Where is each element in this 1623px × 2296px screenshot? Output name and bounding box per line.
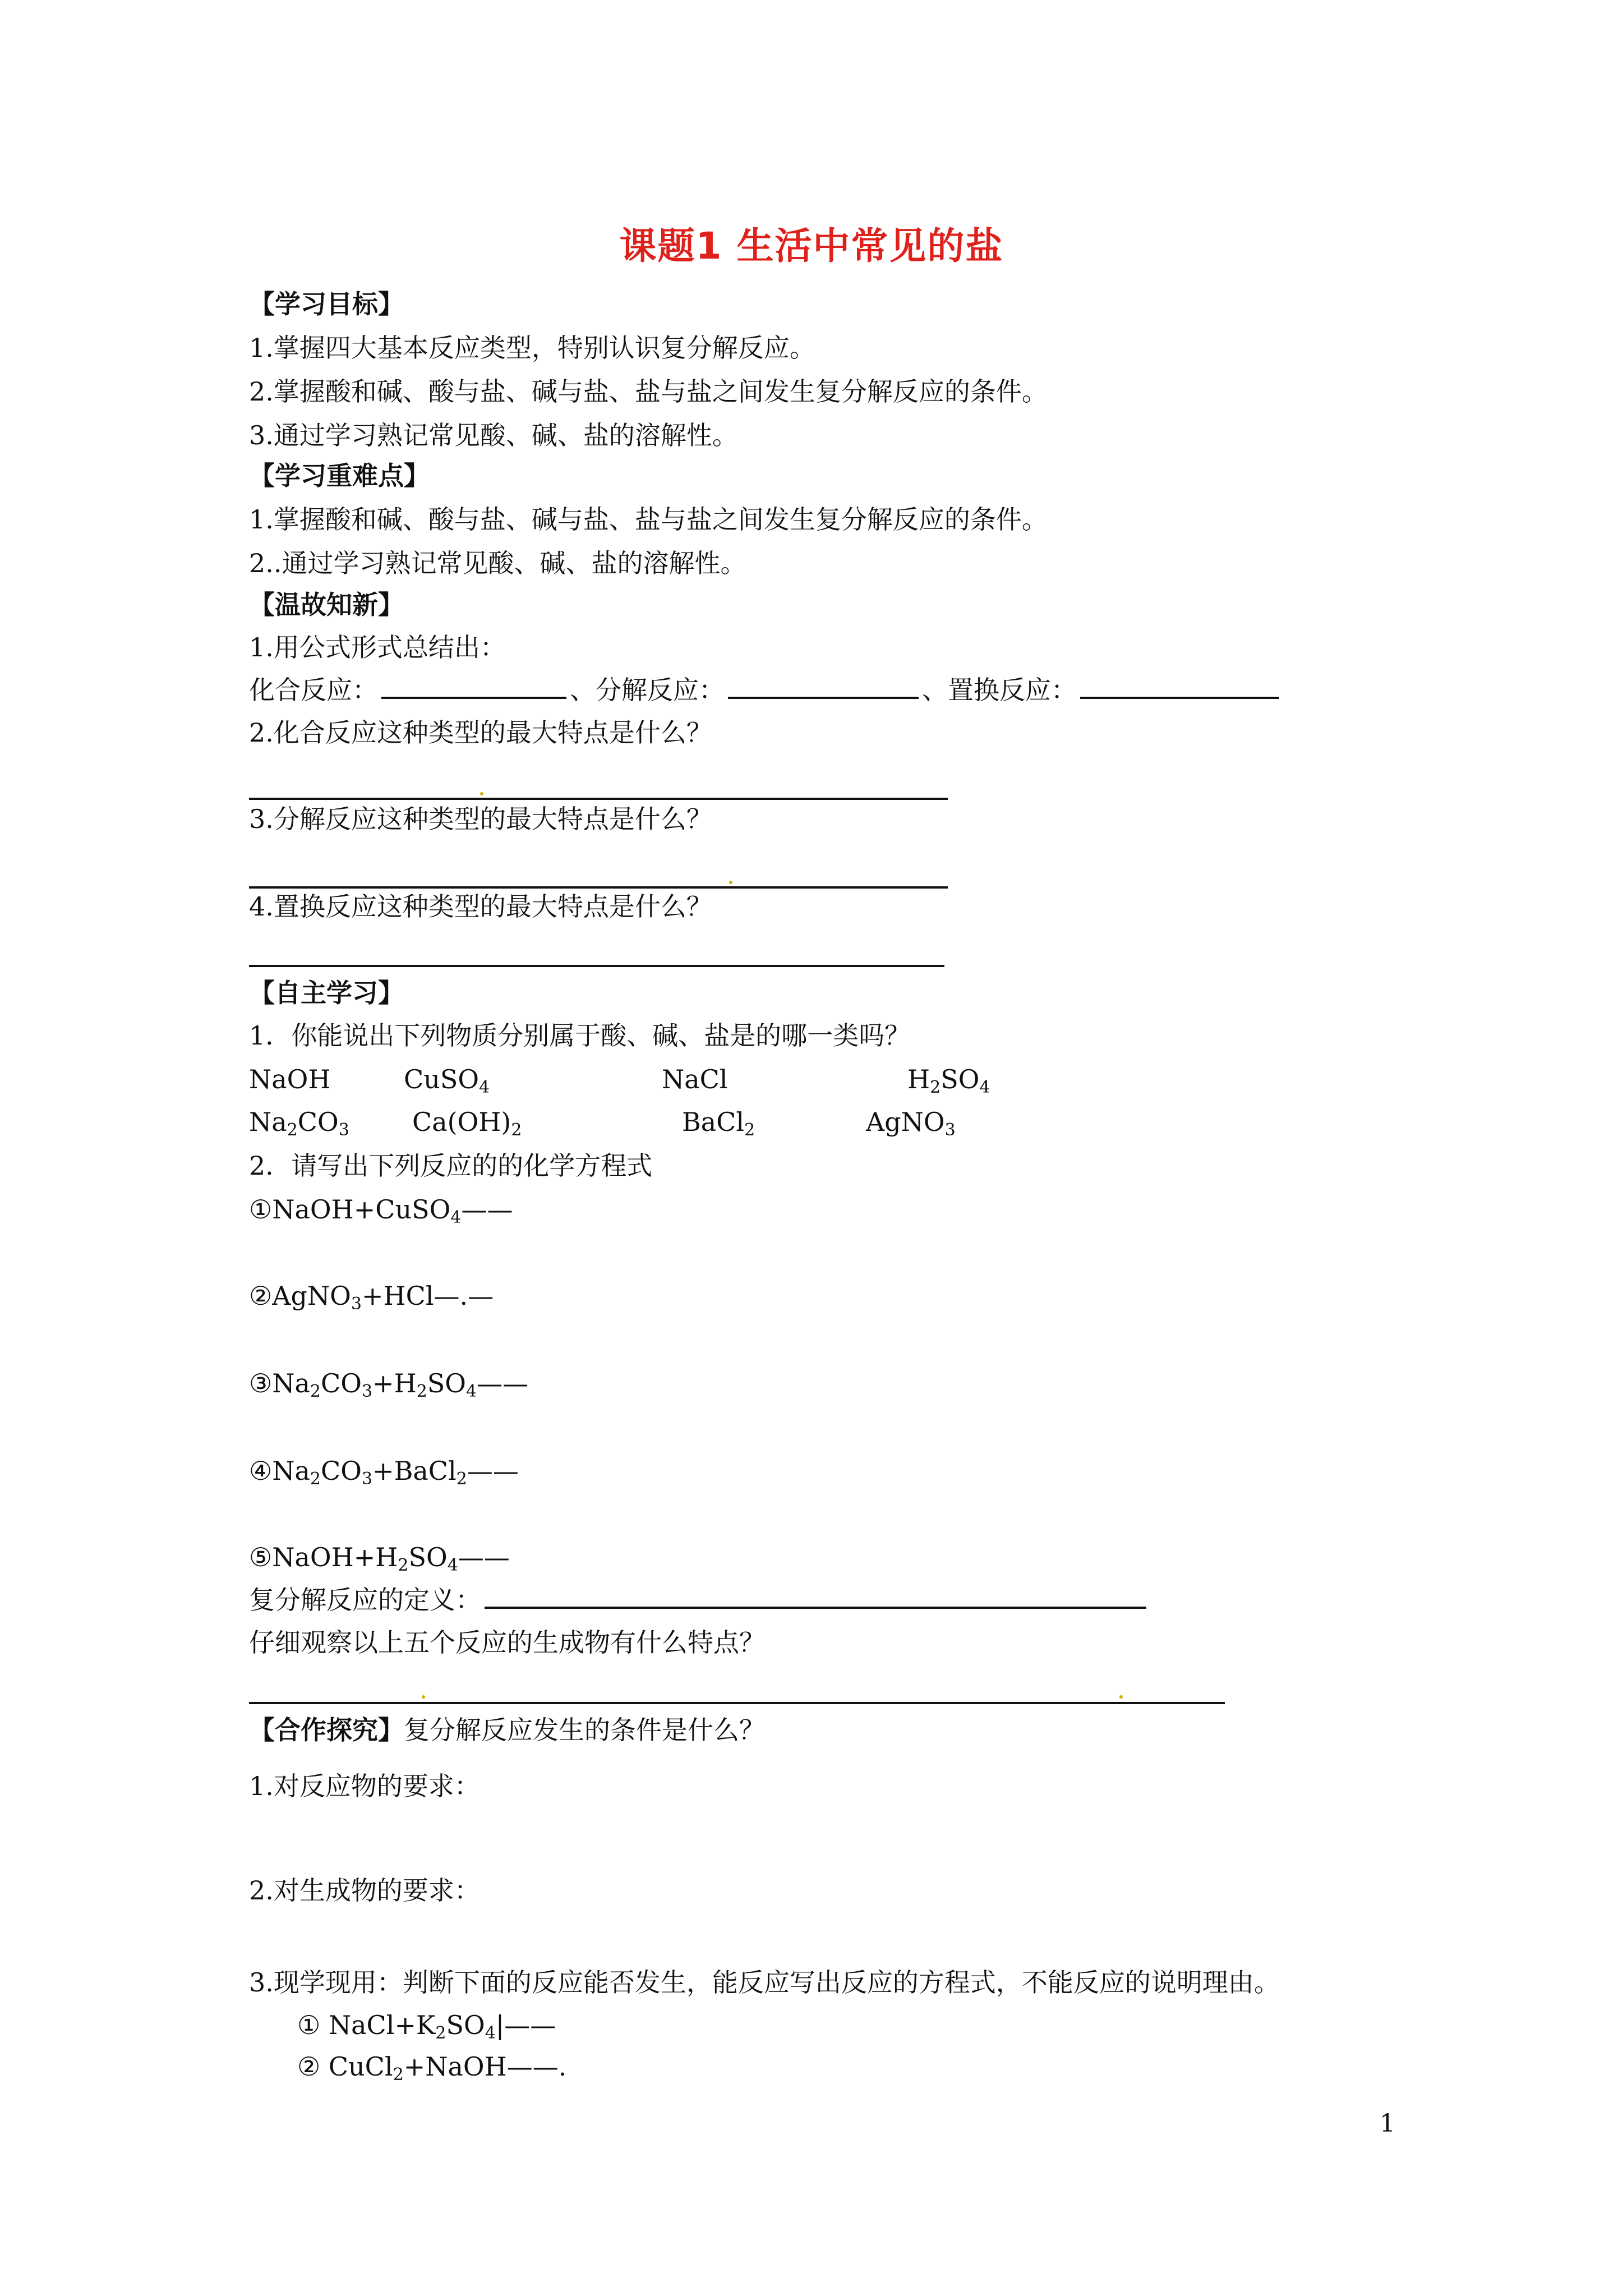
substance-agno3: AgNO$_3$ [866,1107,956,1140]
answer-blank[interactable] [1080,694,1279,699]
answer-line[interactable] [249,1702,1225,1704]
displacement-label: 、置换反应： [922,675,1077,705]
key-point-item: 2..通过学习熟记常见酸、碱、盐的溶解性。 [249,548,746,578]
cooperative-heading-row [249,1713,765,1747]
key-point-item: 1.掌握酸和碱、酸与盐、碱与盐、盐与盐之间发生复分解反应的条件。 [249,504,1048,535]
scan-dot [729,881,732,884]
combination-label: 化合反应： [249,675,378,705]
review-question: 4.置换反应这种类型的最大特点是什么？ [249,891,712,922]
substance-caoh2: $Ca(OH)_2$ [412,1107,522,1140]
equation-5: $⑤NaOH+H_2SO_4——$ [249,1542,510,1575]
substance-bacl2: BaCl$_2$ [682,1107,755,1140]
answer-blank[interactable] [485,1604,1146,1609]
section-heading-self-study: 【自主学习】 [249,978,404,1008]
section-heading-key-points: 【学习重难点】 [249,461,430,491]
decomposition-label: 、分解反应： [570,675,725,705]
review-question: 2.化合反应这种类型的最大特点是什么？ [249,717,712,748]
substance-cuso4: CuSO$_4$ [404,1064,490,1097]
page-number: 1 [1380,2109,1395,2138]
answer-line[interactable] [249,798,948,800]
objective-item: 2.掌握酸和碱、酸与盐、碱与盐、盐与盐之间发生复分解反应的条件。 [249,376,1048,407]
answer-line[interactable] [249,886,948,889]
answer-blank[interactable] [728,694,919,699]
equation-1: ①NaOH+CuSO$_4$—— [249,1194,513,1227]
cooperative-question: 3.现学现用：判断下面的反应能否发生，能反应写出反应的方程式，不能反应的说明理由。 [249,1967,1280,1998]
definition-label: 复分解反应的定义： [249,1585,481,1615]
section-heading-objectives: 【学习目标】 [249,289,404,319]
exercise-2: ② CuCl$_2$+NaOH——. [297,2051,567,2085]
scan-dot [480,792,483,795]
cooperative-question: 复分解反应发生的条件是什么？ [404,1715,765,1745]
equation-4: $④Na_2CO_3+BaCl_2——$ [249,1456,519,1489]
review-question: 1.用公式形式总结出： [249,632,506,662]
scan-dot [422,1695,425,1699]
equation-3: $③Na_2CO_3+H_2SO_4——$ [249,1368,529,1401]
cooperative-question: 1.对反应物的要求： [249,1771,480,1801]
substance-na2co3: $Na_2CO_3$ [249,1107,349,1140]
reaction-type-fill-row [249,673,1283,707]
substance-h2so4: $H_2SO_4$ [907,1064,990,1097]
objective-item: 3.通过学习熟记常见酸、碱、盐的溶解性。 [249,420,738,450]
answer-line[interactable] [249,965,944,967]
equation-2: ②AgNO$_3$+HCl—.— [249,1281,494,1314]
section-heading-cooperative: 【合作探究】 [249,1715,404,1745]
self-study-question: 1．你能说出下列物质分别属于酸、碱、盐是的哪一类吗？ [249,1020,911,1051]
answer-blank[interactable] [381,694,566,699]
review-question: 3.分解反应这种类型的最大特点是什么？ [249,804,712,834]
self-study-question: 2．请写出下列反应的的化学方程式 [249,1151,653,1181]
definition-row [249,1583,1150,1617]
exercise-1: ① $NaCl+K_2SO_4|——$ [297,2010,556,2043]
cooperative-question: 2.对生成物的要求： [249,1875,480,1906]
substance-naoh: NaOH [249,1064,331,1094]
scan-dot [1119,1695,1123,1699]
substance-nacl: NaCl [662,1064,728,1094]
objective-item: 1.掌握四大基本反应类型，特别认识复分解反应。 [249,333,815,363]
page-title: 课题1 生活中常见的盐 [619,224,1004,268]
observation-question: 仔细观察以上五个反应的生成物有什么特点？ [249,1627,765,1658]
section-heading-review: 【温故知新】 [249,590,404,620]
